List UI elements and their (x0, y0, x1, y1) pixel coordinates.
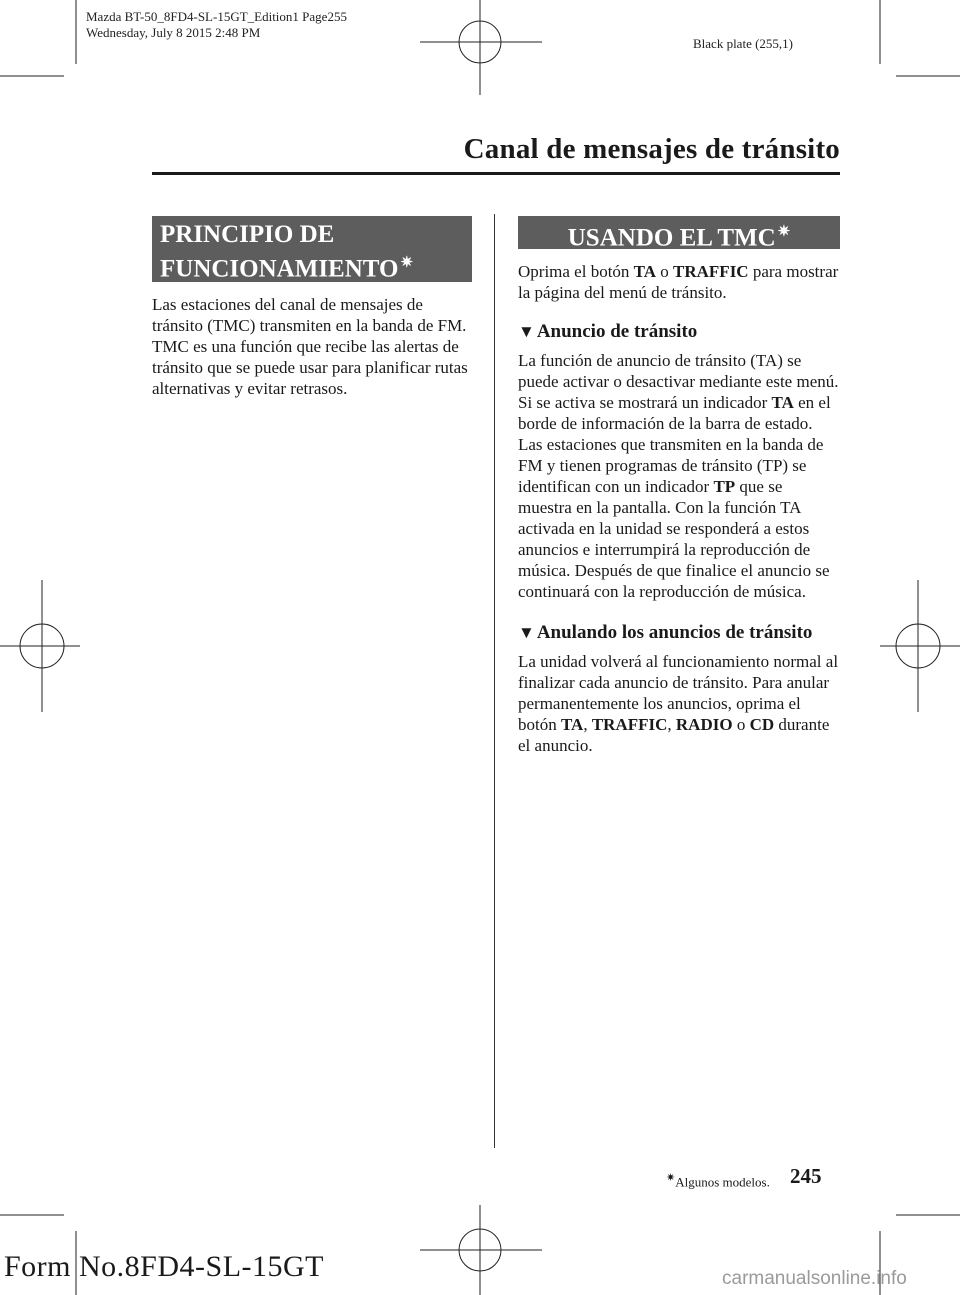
column-divider (494, 214, 495, 1148)
banner-title: USANDO EL TMC (567, 224, 776, 252)
cancel-paragraph: La unidad volverá al funcionamiento normal al finalizar cada anuncio de tránsito. Para anular permanentemente los anuncios, oprima el botón TA, TRAFFIC, RADIO o CD durante el anuncio. (518, 652, 839, 755)
star-icon: ✷ (777, 224, 791, 240)
announcement-paragraph-2: Las estaciones que transmiten en la banda de FM y tienen programas de tránsito (TP) se identifican con un indicador TP que se muestra en la pantalla. Con la función TA activada en la unidad se responderá a estos anuncios e interrumpirá la reproducción de música. Después de que finalice el anuncio se continuará con la reproducción de música. (518, 435, 830, 601)
intro-paragraph: Oprima el botón TA o TRAFFIC para mostrar la página del menú de tránsito. (518, 262, 839, 302)
subheading-traffic-announcement: ▼ Anuncio de tránsito (518, 321, 698, 342)
header-rule (152, 172, 840, 175)
triangle-down-icon: ▼ (518, 623, 535, 642)
left-body (152, 294, 472, 399)
section-title: Canal de mensajes de tránsito (463, 133, 840, 165)
footnote (666, 1171, 770, 1190)
banner-line-2: FUNCIONAMIENTO (160, 255, 399, 283)
right-section-banner (518, 216, 840, 252)
watermark: carmanualsonline.info (722, 1268, 907, 1289)
triangle-down-icon: ▼ (518, 322, 535, 341)
print-meta-date: Wednesday, July 8 2015 2:48 PM (86, 25, 261, 40)
star-icon: ✷ (666, 1172, 676, 1184)
right-body (518, 261, 840, 756)
footnote-text: Algunos modelos. (675, 1174, 770, 1190)
left-section-banner (152, 216, 472, 282)
star-icon: ✷ (400, 255, 414, 271)
banner-line-1: PRINCIPIO DE (160, 221, 335, 248)
subheading-cancel-announcements: ▼ Anulando los anuncios de tránsito (518, 622, 813, 643)
left-body-paragraph: Las estaciones del canal de mensajes de tránsito (TMC) transmiten en la banda de FM. TMC es una función que recibe las alertas de tránsito que se puede usar para planificar rutas alternativas y evitar retrasos. (152, 295, 468, 398)
announcement-paragraph-1: La función de anuncio de tránsito (TA) se puede activar o desactivar mediante este menú. Si se activa se mostrará un indicador TA en el borde de información de la barra de estado. (518, 351, 839, 433)
form-number: Form No.8FD4-SL-15GT (4, 1250, 325, 1283)
print-meta-file: Mazda BT-50_8FD4-SL-15GT_Edition1 Page255 (86, 9, 347, 24)
page-number: 245 (790, 1164, 822, 1188)
plate-label: Black plate (255,1) (693, 36, 793, 51)
